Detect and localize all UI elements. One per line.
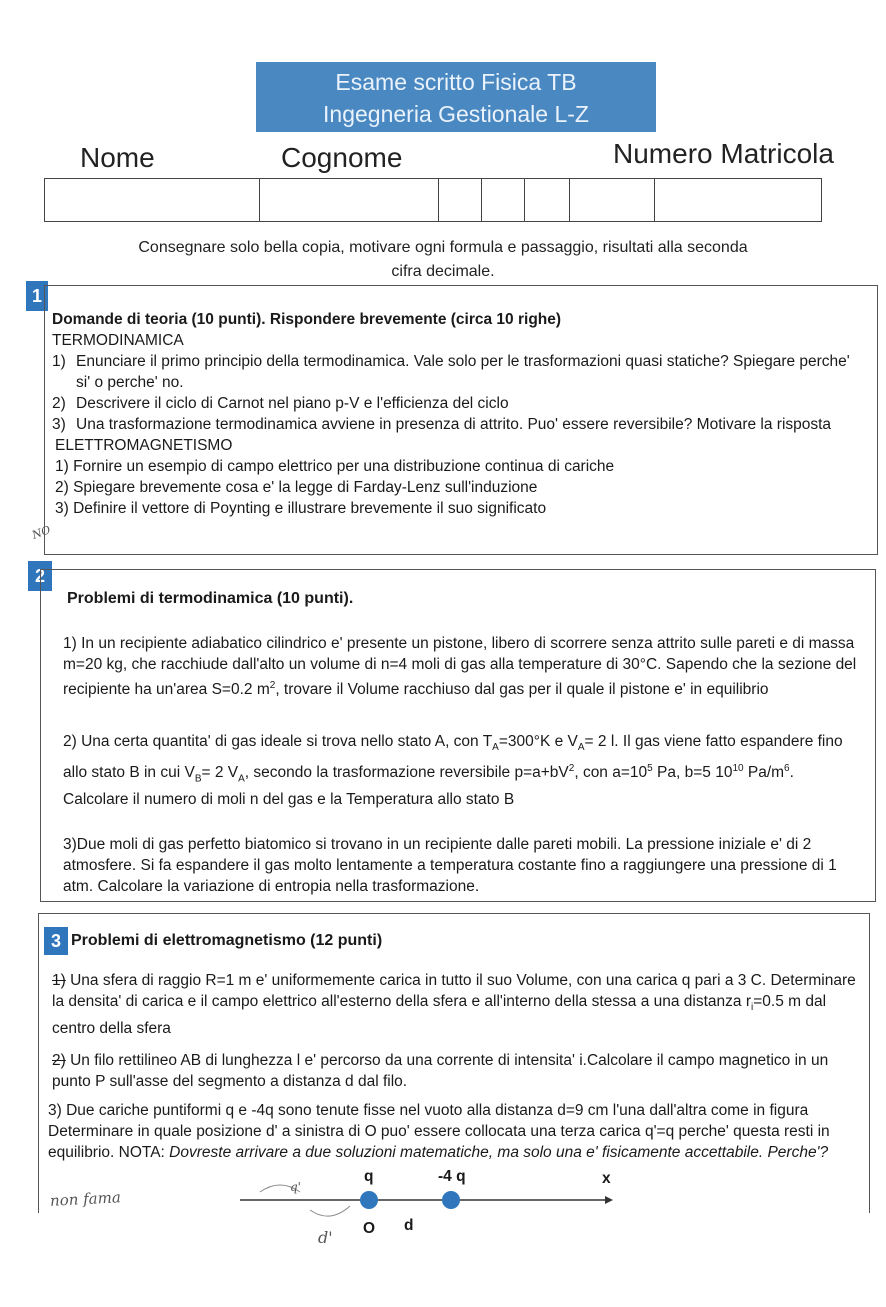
em-problem-2: 2) Un filo rettilineo AB di lunghezza l e' percorso da una corrente di intensita' i.Calcolare il campo magnetico in un punto P sull'asse del segmento a distanza d dal filo. [52, 1052, 829, 1090]
charges-figure [230, 1162, 630, 1242]
section-3-badge: 3 [44, 927, 68, 955]
thermo-problem-2: 2) Una certa quantita' di gas ideale si trova nello stato A, con $T_A=300^\circ K$ e $V_A= 2$ l. Il gas viene fatto espandere fino allo stato B in cui $V_B= 2$ $V_A$, secondo la trasformazione reversibile $p=a+bV^2$, con $a=10^5$ Pa, b=5 $10^{10}$ $Pa/m^6$. Calcolare il numero di moli n del gas e la Temperatura allo stato B [63, 733, 843, 809]
charge-minus4q-dot [442, 1191, 460, 1209]
label-O: O [363, 1220, 376, 1237]
x-axis-arrow [605, 1196, 613, 1204]
exam-title-line2: Ingegneria Gestionale L-Z [323, 101, 589, 127]
handwritten-d-prime: d' [318, 1228, 333, 1247]
section-3-title: Problemi di elettromagnetismo (12 punti) [71, 932, 383, 949]
label-minus4q: -4 q [438, 1168, 466, 1185]
exam-title-box [256, 62, 656, 132]
handwritten-q-prime: q' [290, 1180, 301, 1194]
section-2-badge: 2 [28, 561, 52, 591]
section-1-title: Domande di teoria (10 punti). Rispondere brevemente (circa 10 righe) [52, 311, 562, 328]
section-1-badge: 1 [26, 281, 48, 311]
handwritten-margin-note: non fama [49, 1188, 122, 1210]
label-x: x [602, 1170, 611, 1187]
section-1-content: Domande di teoria (10 punti). Rispondere brevemente (circa 10 righe) TERMODINAMICA 1) Enunciare il primo principio della termodinamica. Vale solo per le trasformazioni quasi statiche? Spiegare perche' si' o perche' no. 2) Descrivere il ciclo di Carnot nel piano p-V e l'efficienza del ciclo 3) Una trasformazione termodinamica avviene in presenza di attrito. Puo' essere reversibile? Motivare la risposta ELETTROMAGNETISMO 1) Fornire un esempio di campo elettrico per una distribuzione continua di cariche 2) Spiegare brevemente cosa e' la legge di Farday-Lenz sull'induzione 3) Definire il vettore di Poynting e illustrare brevemente il suo significato [52, 309, 868, 519]
instructions: Consegnare solo bella copia, motivare ogni formula e passaggio, risultati alla seconda cifra decimale. [138, 239, 748, 280]
em-question-1: 1) Fornire un esempio di campo elettrico per una distribuzione continua di cariche [55, 458, 615, 475]
exam-title-line1: Esame scritto Fisica TB [335, 69, 577, 95]
label-cognome: Cognome [281, 142, 403, 173]
thermo-heading: TERMODINAMICA [52, 332, 184, 349]
student-info-grid[interactable] [44, 178, 822, 222]
thermo-problem-1: 1) In un recipiente adiabatico cilindrico e' presente un pistone, libero di scorrere senza attrito sulle pareti e di massa m=20 kg, che racchiude dall'alto un volume di n=4 moli di gas alla temperature di 30°C. Sapendo che la sezione del recipiente ha un'area S=0.2 $m^2$, trovare il Volume racchiuso dal gas per il quale il pistone e' in equilibrio [63, 635, 857, 699]
thermo-question-3: Una trasformazione termodinamica avviene in presenza di attrito. Puo' essere reversibile? Motivare la risposta [76, 416, 832, 433]
handwritten-no: NO [30, 523, 53, 542]
section-2-title: Problemi di termodinamica (10 punti). [67, 590, 354, 607]
label-d: d [404, 1217, 414, 1234]
charge-q-dot [360, 1191, 378, 1209]
em-question-3: 3) Definire il vettore di Poynting e illustrare brevemente il suo significato [55, 500, 547, 517]
label-q: q [364, 1168, 374, 1185]
label-matricola: Numero Matricola [613, 138, 834, 169]
thermo-problem-3: 3)Due moli di gas perfetto biatomico si trovano in un recipiente dalle pareti mobili. La pressione iniziale e' di 2 atmosfere. Si fa espandere il gas molto lentamente a temperatura costante fino a raggiungere una pressione di 1 atm. Calcolare la variazione di entropia nella trasformazione. [63, 836, 837, 895]
em-question-2: 2) Spiegare brevemente cosa e' la legge di Farday-Lenz sull'induzione [55, 479, 538, 496]
em-problem-3: 3) Due cariche puntiformi q e -4q sono tenute fisse nel vuoto alla distanza d=9 cm l'una dall'altra come in figura Determinare in quale posizione d' a sinistra di O puo' essere collocata una terza carica q'=q perche' questa resti in equilibrio. NOTA: Dovreste arrivare a due soluzioni matematiche, ma solo una e' fisicamente accettabile. Perche'? [48, 1102, 830, 1161]
em-problem-1: 1) Una sfera di raggio R=1 m e' uniformemente carica in tutto il suo Volume, con una carica q pari a 3 C. Determinare la densita' di carica e il campo elettrico all'esterno della sfera e all'interno della stessa a una distanza $r_i=0.5$ m dal centro della sfera [52, 972, 856, 1038]
thermo-question-1: Enunciare il primo principio della termodinamica. Vale solo per le trasformazioni quasi statiche? Spiegare perche' si' o perche' no. [76, 353, 850, 391]
label-nome: Nome [80, 142, 155, 173]
em-heading: ELETTROMAGNETISMO [55, 437, 233, 454]
thermo-question-2: Descrivere il ciclo di Carnot nel piano p-V e l'efficienza del ciclo [76, 395, 509, 412]
